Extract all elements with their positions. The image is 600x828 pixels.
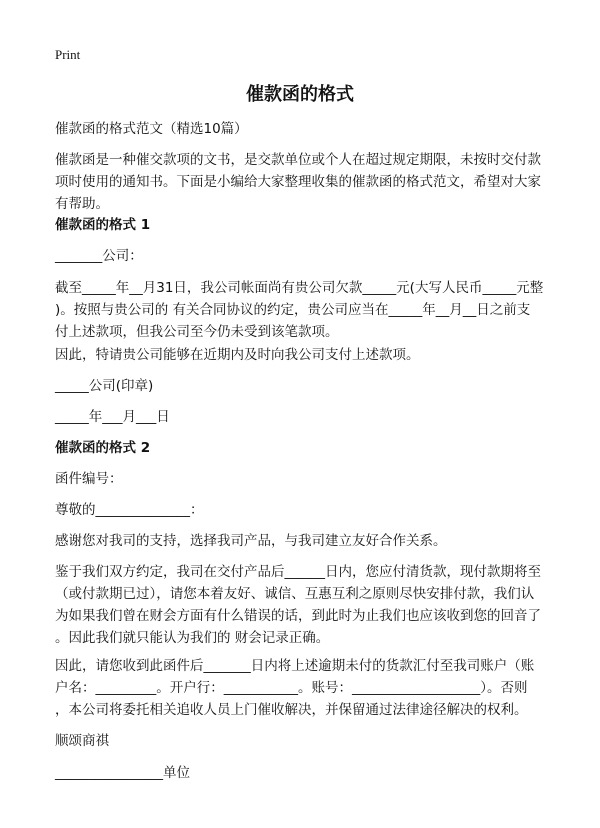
text-line: 鉴于我们双方约定，我司在交付产品后______日内，您应付清货款，现付款期将至	[55, 564, 541, 580]
section-2-body	[55, 561, 550, 649]
intro-paragraph	[55, 149, 550, 215]
section-1-date: _____年___月___日	[55, 409, 170, 425]
text-line: 户名：_________。开户行：___________。账号：___________________）。否则	[55, 680, 528, 696]
text-line: 有帮助。	[55, 196, 109, 212]
text-line: （或付款期已过），请您本着友好、诚信、互惠互利之原则尽快安排付款，我们认	[55, 586, 535, 602]
section-2-request	[55, 655, 550, 721]
text-line: 催款函是一种催交款项的文书，是交款单位或个人在超过规定期限，未按时交付款	[55, 152, 541, 168]
page-title: 催款函的格式	[246, 84, 354, 105]
section-1-greeting: _______公司：	[55, 248, 143, 264]
text-line: 截至_____年__月31日，我公司帐面尚有贵公司欠款_____元(大写人民币_____元整	[55, 280, 544, 296]
section-2-heading: 催款函的格式 2	[55, 440, 151, 456]
section-1-request: 因此，特请贵公司能够在近期内及时向我公司支付上述款项。	[55, 347, 420, 363]
section-2-unit: ________________单位	[55, 765, 190, 781]
text-line: 。因此我们就只能认为我们的 财会记录正确。	[55, 630, 330, 646]
section-2-closing: 顺颂商祺	[55, 733, 109, 749]
section-1-seal: _____公司(印章)	[55, 378, 154, 394]
text-line: )。按照与贵公司的 有关合同协议的约定，贵公司应当在_____年__月__日之前支	[55, 302, 531, 318]
text-line: ，本公司将委托相关追收人员上门催收解决，并保留通过法律途径解决的权利。	[55, 702, 528, 718]
subtitle: 催款函的格式范文（精选10篇）	[55, 121, 248, 137]
section-2-greeting: 尊敬的______________：	[55, 502, 204, 518]
section-2-number: 函件编号：	[55, 471, 123, 487]
text-line: 付上述款项，但我公司至今仍未受到该笔款项。	[55, 324, 339, 340]
section-1-heading: 催款函的格式 1	[55, 217, 151, 233]
section-2-thanks: 感谢您对我司的支持，选择我司产品，与我司建立友好合作关系。	[55, 533, 447, 549]
text-line: 项时使用的通知书。下面是小编给大家整理收集的催款函的格式范文，希望对大家	[55, 174, 541, 190]
text-line: 为如果我们曾在财会方面有什么错误的话，到此时为止我们也应该收到您的回音了	[55, 608, 541, 624]
print-link[interactable]: Print	[55, 47, 81, 62]
section-1-body	[55, 277, 550, 343]
text-line: 因此，请您收到此函件后_______日内将上述逾期未付的货款汇付至我司账户（账	[55, 658, 535, 674]
